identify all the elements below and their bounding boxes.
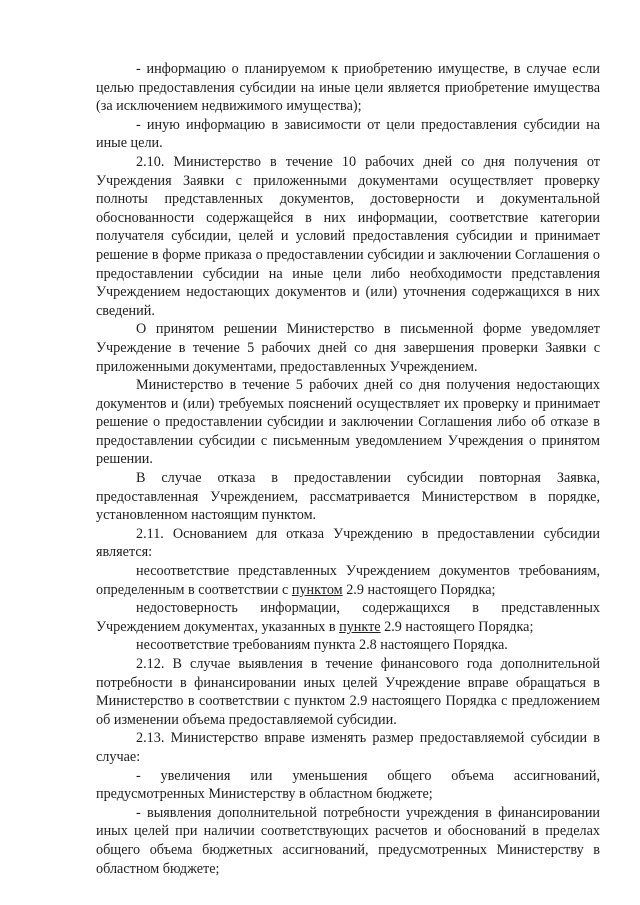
paragraph-2-11: 2.11. Основанием для отказа Учреждению в предоставлении субсидии является: — [96, 525, 600, 561]
paragraph-additional-need: - выявления дополнительной потребности учреждения в финансировании иных целей при наличии соответствующих расчетов и обоснований в пределах общего объема бюджетных ассигнований, предусмотренных Министерству в областном бюджете; — [96, 804, 600, 877]
paragraph-missing-docs: Министерство в течение 5 рабочих дней со дня получения недостающих документов и (или) требуемых пояснений осуществляет их проверку и принимает решение о предоставлении субсидии и заключении Соглашения либо об отказе в предоставлении субсидии с письменным уведомлением Учреждения о принятом решении. — [96, 377, 600, 468]
paragraph-text: недостоверность информации, содержащихся в представленных Учреждением документах, указанных в — [96, 600, 600, 635]
paragraph-text: 2.9 настоящего Порядка; — [342, 581, 496, 598]
paragraph-refusal-repeat: В случае отказа в предоставлении субсидии повторная Заявка, предоставленная Учреждением, рассматривается Министерством в порядке, установленном настоящим пунктом. — [96, 470, 600, 524]
document-page — [96, 60, 600, 878]
paragraph-property-info: - информацию о планируемом к приобретению имуществе, в случае если целью предоставления субсидии на иные цели является приобретение имущества (за исключением недвижимого имущества); — [96, 61, 600, 115]
paragraph-decision-notice: О принятом решении Министерство в письменной форме уведомляет Учреждение в течение 5 рабочих дней со дня завершения проверки Заявки с приложенными документами, предоставленных Учреждением. — [96, 321, 600, 375]
paragraph-requirements-2-8: несоответствие требованиям пункта 2.8 настоящего Порядка. — [136, 637, 508, 654]
paragraph-text: несоответствие представленных Учреждением документов требованиям, определенным в соответствии с — [96, 563, 600, 598]
paragraph-2-12: 2.12. В случае выявления в течение финансового года дополнительной потребности в финансировании иных целей Учреждение вправе обращаться в Министерство в соответствии с пунктом 2.9 настоящего Порядка с предложением об изменении объема предоставляемой субсидии. — [96, 656, 600, 728]
paragraph-nonconformity — [96, 562, 600, 599]
paragraph-2-10: 2.10. Министерство в течение 10 рабочих дней со дня получения от Учреждения Заявки с приложенными документами осуществляет проверку полноты представленных документов, достоверности и документальной обоснованности содержащейся в них информации, соответствие категории получателя субсидии, целей и условий предоставления субсидии и принимает решение в форме приказа о предоставлении субсидии и заключении Соглашения о предоставлении субсидии на иные цели либо необходимости представления Учреждением недостающих документов и (или) уточнения содержащихся в них сведений. — [96, 153, 600, 319]
paragraph-2-13: 2.13. Министерство вправе изменять размер предоставляемой субсидии в случае: — [96, 730, 600, 765]
paragraph-increase-decrease: - увеличения или уменьшения общего объема ассигнований, предусмотренных Министерству в областном бюджете; — [96, 767, 600, 803]
paragraph-unreliable-info — [96, 599, 600, 636]
clause-reference-link[interactable]: пункте — [339, 618, 381, 635]
paragraph-other-info: - иную информацию в зависимости от цели предоставления субсидии на иные цели. — [96, 116, 600, 152]
paragraph-text: 2.9 настоящего Порядка; — [380, 618, 534, 635]
clause-reference-link[interactable]: пунктом — [291, 581, 343, 598]
